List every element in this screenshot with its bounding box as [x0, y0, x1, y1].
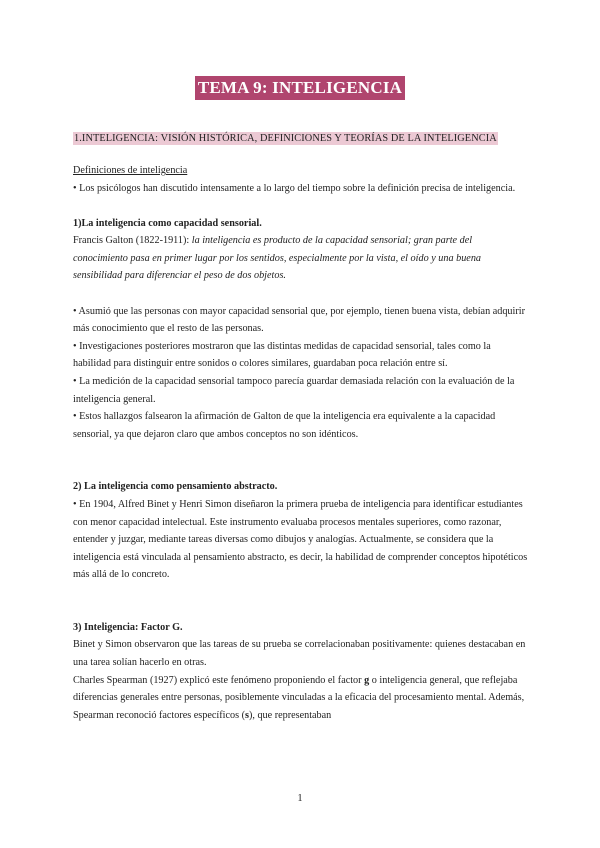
sec3-heading: 3) Inteligencia: Factor G.: [73, 621, 183, 633]
sec3-text: ), que representaban: [248, 709, 332, 721]
sec2-body: • En 1904, Alfred Binet y Henri Simon diseñaron la primera prueba de inteligencia para identificar estudiantes con menor capacidad intelectual. Este instrumento evaluaba procesos mentales superiores, como razonar, entender y juzgar, mediante tareas diversas como dibujos y analogías. Actualmente, se considera que la inteligencia está vinculada al pensamiento abstracto, es decir, la habilidad de comprender conceptos hipotéticos más allá de lo concreto.: [73, 498, 528, 581]
page-number: 1: [297, 793, 303, 804]
sec1-heading: 1)La inteligencia como capacidad sensorial.: [73, 217, 262, 229]
section-heading: 1.INTELIGENCIA: VISIÓN HISTÓRICA, DEFINICIONES Y TEORÍAS DE LA INTELIGENCIA: [74, 133, 497, 144]
sec1-author: Francis Galton (1822-1911):: [73, 235, 192, 247]
definitions-intro: • Los psicólogos han discutido intensamente a lo largo del tiempo sobre la definición precisa de inteligencia.: [73, 182, 516, 194]
document-body: [73, 162, 528, 724]
sec1-bullet: • Estos hallazgos falsearon la afirmación de Galton de que la inteligencia era equivalente a la capacidad sensorial, ya que dejaron claro que ambos conceptos no son idénticos.: [73, 411, 496, 440]
sec3-text: o inteligencia general, que reflejaba diferencias generales entre personas, posiblemente vinculadas a la eficacia del procesamiento mental. Además, Spearman reconoció factores específicos (: [73, 674, 525, 721]
sec1-galton-paragraph: [73, 232, 528, 285]
sec1-bullet: • Asumió que las personas con mayor capacidad sensorial que, por ejemplo, tienen buena vista, debían adquirir más conocimiento que el resto de las personas.: [73, 305, 525, 335]
sec1-bullet: • La medición de la capacidad sensorial tampoco parecía guardar demasiada relación con la evaluación de la inteligencia general.: [73, 375, 515, 405]
sec2-heading: 2) La inteligencia como pensamiento abstracto.: [73, 481, 278, 493]
factor-s: s: [244, 709, 249, 721]
document-title: TEMA 9: INTELIGENCIA: [195, 76, 405, 100]
factor-g: g: [364, 674, 370, 686]
sec1-quote: la inteligencia es producto de la capacidad sensorial; gran parte del conocimiento pasa en primer lugar por los sentidos, especialmente por la vista, el oído y una buena sensibilidad para diferenciar el peso de dos objetos.: [73, 235, 482, 282]
sec3-paragraph-2: [73, 672, 528, 725]
sec3-text: Charles Spearman (1927) explicó este fenómeno proponiendo el factor: [73, 674, 365, 686]
sec1-bullet: • Investigaciones posteriores mostraron que las distintas medidas de capacidad sensorial, tales como la habilidad para distinguir entre sonidos o colores similares, guardaban poca relación entre sí.: [73, 340, 491, 370]
definitions-heading: Definiciones de inteligencia: [73, 165, 188, 176]
sec3-paragraph-1: Binet y Simon observaron que las tareas de su prueba se correlacionaban positivamente: quienes destacaban en una tarea solían hacerlo en otras.: [73, 639, 526, 669]
title-container: [0, 76, 600, 100]
